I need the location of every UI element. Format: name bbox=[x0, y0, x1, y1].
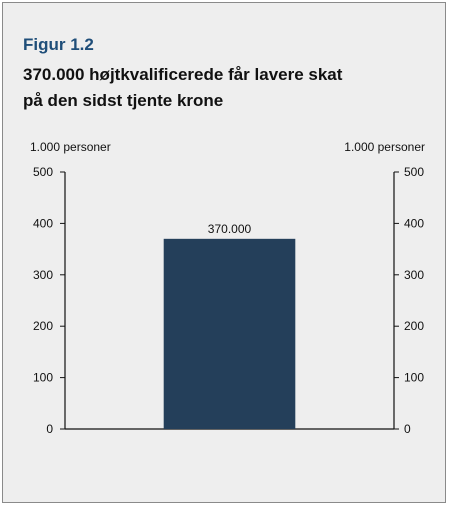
y-tick-label-right: 0 bbox=[404, 422, 411, 436]
chart-title-line-1: 370.000 højtkvalificerede får lavere skat bbox=[23, 65, 343, 84]
y-axis-left-unit-label: 1.000 personer bbox=[30, 140, 111, 154]
bar bbox=[164, 239, 296, 429]
figure-panel bbox=[2, 2, 446, 503]
y-tick-label-right: 400 bbox=[404, 216, 425, 231]
bar-value-label: 370.000 bbox=[207, 221, 252, 236]
y-tick-label-left: 300 bbox=[32, 267, 53, 282]
y-tick-label-left: 0 bbox=[46, 422, 53, 436]
y-tick-label-left: 100 bbox=[32, 370, 53, 385]
chart-title-line-2: på den sidst tjente krone bbox=[23, 91, 224, 110]
y-tick-label-right: 500 bbox=[404, 165, 425, 179]
y-tick-label-left: 500 bbox=[32, 165, 53, 179]
y-tick-label-right: 200 bbox=[404, 319, 425, 334]
y-tick-label-left: 200 bbox=[32, 319, 53, 334]
y-tick-label-left: 400 bbox=[32, 216, 53, 231]
y-tick-label-right: 100 bbox=[404, 370, 425, 385]
y-axis-right-unit-label: 1.000 personer bbox=[344, 140, 425, 154]
y-tick-label-right: 300 bbox=[404, 267, 425, 282]
figure-number: Figur 1.2 bbox=[23, 35, 94, 54]
bar-chart bbox=[3, 3, 447, 504]
